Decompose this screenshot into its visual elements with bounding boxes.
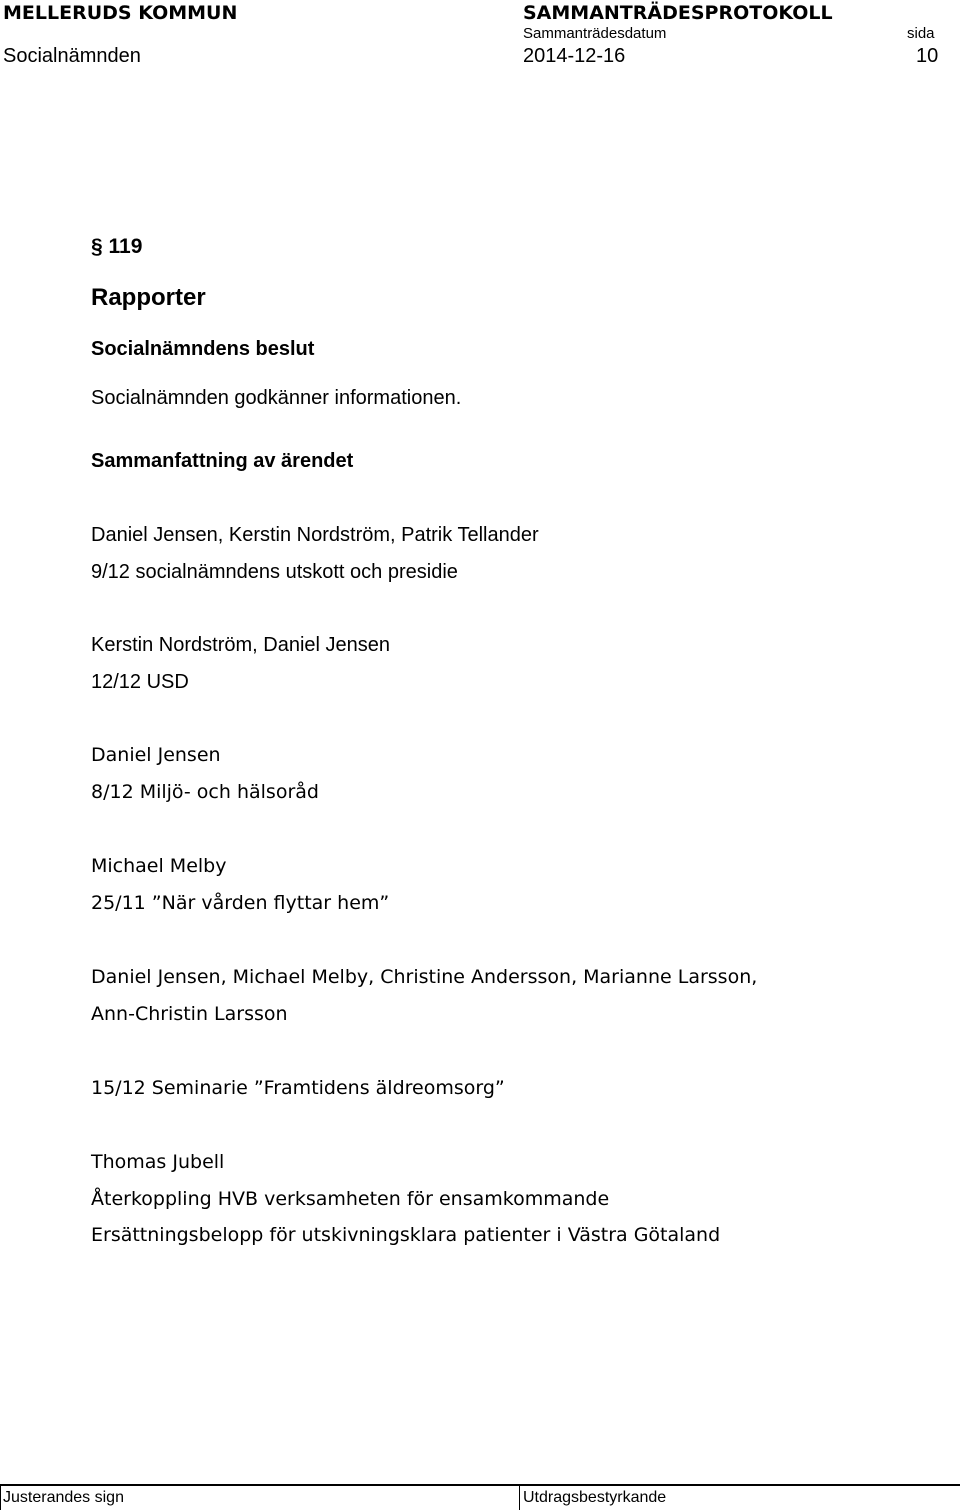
summary-item-2-topic: 12/12 USD [91, 671, 189, 693]
page-number: 10 [916, 45, 939, 67]
page-label: sida [907, 25, 935, 42]
meeting-date-label: Sammanträdesdatum [523, 25, 667, 42]
summary-item-2-names: Kerstin Nordström, Daniel Jensen [91, 634, 391, 656]
summary-item-1-topic: 9/12 socialnämndens utskott och presidie [91, 561, 458, 583]
decision-heading: Socialnämndens beslut [91, 338, 315, 360]
paragraph-number: § 119 [91, 235, 143, 258]
summary-item-6-topic-1: Återkoppling HVB verksamheten för ensamkommande [91, 1188, 610, 1210]
summary-item-4-topic: 25/11 ”När vården flyttar hem” [91, 892, 390, 914]
document-type: SAMMANTRÄDESPROTOKOLL [523, 2, 833, 24]
adjuster-sign-box [0, 1486, 1, 1510]
summary-item-6-names: Thomas Jubell [91, 1151, 225, 1173]
extract-certifier-box [519, 1486, 520, 1510]
summary-item-1-names: Daniel Jensen, Kerstin Nordström, Patrik Tellander [91, 524, 539, 546]
summary-item-6-topic-2: Ersättningsbelopp för utskivningsklara patienter i Västra Götaland [91, 1224, 721, 1246]
summary-item-5-names-line-1: Daniel Jensen, Michael Melby, Christine Andersson, Marianne Larsson, [91, 966, 758, 988]
summary-item-5-names-line-2: Ann-Christin Larsson [91, 1003, 288, 1025]
footer-rule [0, 1484, 960, 1486]
summary-item-5-topic: 15/12 Seminarie ”Framtidens äldreomsorg” [91, 1077, 505, 1099]
organization-name: MELLERUDS KOMMUN [3, 2, 238, 24]
summary-item-4-names: Michael Melby [91, 855, 227, 877]
adjuster-sign-label: Justerandes sign [3, 1489, 124, 1506]
section-title: Rapporter [91, 284, 206, 311]
extract-certifier-label: Utdragsbestyrkande [523, 1489, 667, 1506]
meeting-date: 2014-12-16 [523, 45, 626, 67]
summary-item-3-topic: 8/12 Miljö- och hälsoråd [91, 781, 319, 803]
committee-name: Socialnämnden [3, 45, 141, 67]
summary-item-3-names: Daniel Jensen [91, 744, 221, 766]
summary-heading: Sammanfattning av ärendet [91, 450, 354, 472]
decision-text: Socialnämnden godkänner informationen. [91, 387, 462, 409]
